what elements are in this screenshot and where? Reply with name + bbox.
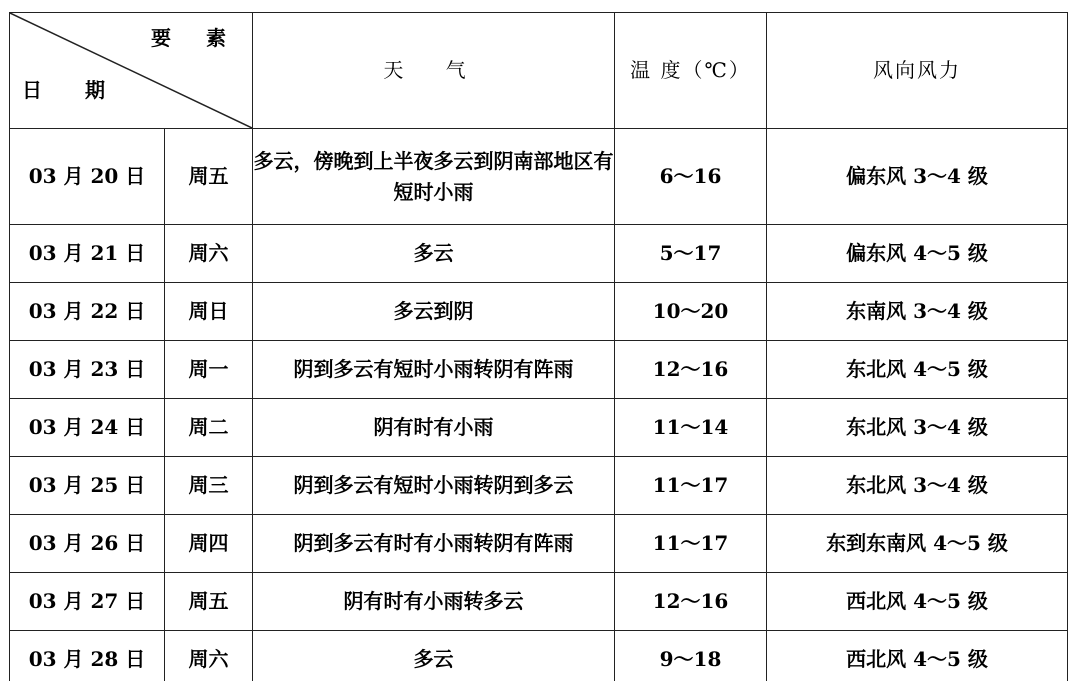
weather-cell: 阴到多云有短时小雨转阴到多云 [253,457,615,515]
table-row [10,573,1068,631]
temperature-cell: 9～18 [615,631,767,681]
date-cell: 03 月 22 日 [10,283,165,341]
weekday-cell: 周二 [165,399,253,457]
header-temperature: 温 度（℃） [615,13,767,129]
date-cell: 03 月 28 日 [10,631,165,681]
date-cell: 03 月 23 日 [10,341,165,399]
table-row [10,399,1068,457]
header-wind: 风向风力 [767,13,1068,129]
temperature-cell: 12～16 [615,573,767,631]
temperature-cell: 10～20 [615,283,767,341]
wind-cell: 西北风 4～5 级 [767,573,1068,631]
table-header-row [10,13,1068,129]
weather-cell: 多云到阴 [253,283,615,341]
weekday-cell: 周五 [165,129,253,225]
weather-cell: 阴到多云有短时小雨转阴有阵雨 [253,341,615,399]
table-row [10,129,1068,225]
temperature-cell: 11～17 [615,457,767,515]
weekday-cell: 周三 [165,457,253,515]
wind-cell: 东北风 3～4 级 [767,457,1068,515]
weekday-cell: 周一 [165,341,253,399]
weather-cell: 阴到多云有时有小雨转阴有阵雨 [253,515,615,573]
table-row [10,515,1068,573]
date-cell: 03 月 26 日 [10,515,165,573]
weather-cell: 阴有时有小雨转多云 [253,573,615,631]
header-elements-label: 要 素 [151,26,240,50]
weather-cell: 多云 [253,631,615,681]
weather-forecast-table [9,12,1068,681]
weather-cell: 阴有时有小雨 [253,399,615,457]
wind-cell: 偏东风 3～4 级 [767,129,1068,225]
weekday-cell: 周五 [165,573,253,631]
wind-cell: 东南风 3～4 级 [767,283,1068,341]
temperature-cell: 11～14 [615,399,767,457]
table-row [10,631,1068,681]
weather-cell: 多云，傍晚到上半夜多云到阴南部地区有短时小雨 [253,129,615,225]
date-cell: 03 月 27 日 [10,573,165,631]
temperature-cell: 5～17 [615,225,767,283]
temperature-cell: 12～16 [615,341,767,399]
date-cell: 03 月 24 日 [10,399,165,457]
weekday-cell: 周六 [165,631,253,681]
header-date-label: 日 期 [22,78,123,102]
diagonal-header-cell [10,13,253,129]
wind-cell: 西北风 4～5 级 [767,631,1068,681]
wind-cell: 东到东南风 4～5 级 [767,515,1068,573]
wind-cell: 偏东风 4～5 级 [767,225,1068,283]
table-row [10,457,1068,515]
date-cell: 03 月 25 日 [10,457,165,515]
weekday-cell: 周六 [165,225,253,283]
table-row [10,341,1068,399]
table-row [10,225,1068,283]
header-weather: 天 气 [253,13,615,129]
date-cell: 03 月 21 日 [10,225,165,283]
wind-cell: 东北风 3～4 级 [767,399,1068,457]
weekday-cell: 周四 [165,515,253,573]
date-cell: 03 月 20 日 [10,129,165,225]
weekday-cell: 周日 [165,283,253,341]
table-row [10,283,1068,341]
temperature-cell: 6～16 [615,129,767,225]
weather-cell: 多云 [253,225,615,283]
wind-cell: 东北风 4～5 级 [767,341,1068,399]
temperature-cell: 11～17 [615,515,767,573]
